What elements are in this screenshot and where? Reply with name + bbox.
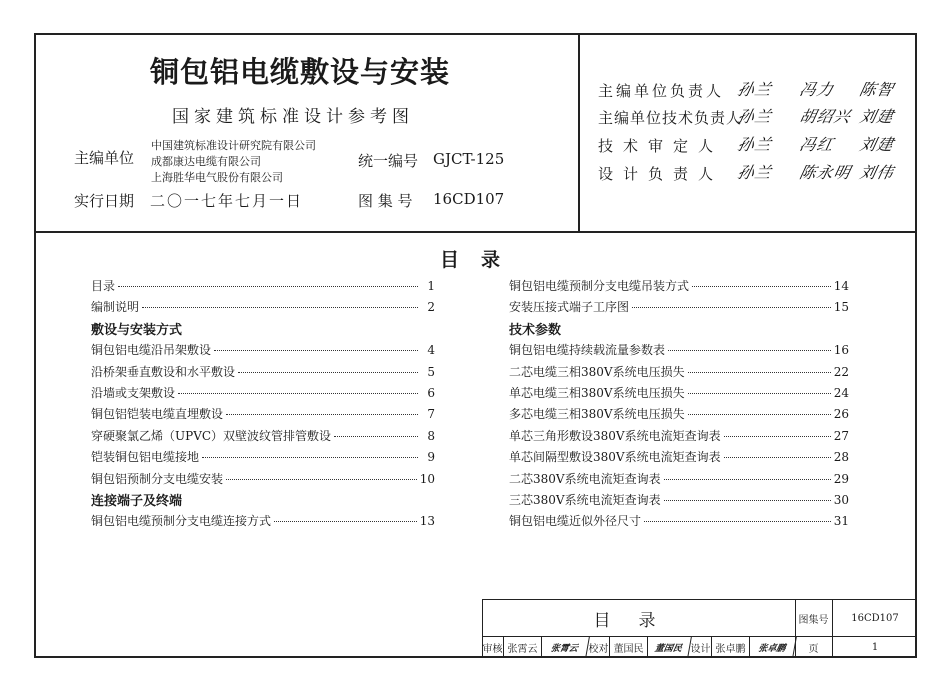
toc-entry[interactable] [91, 277, 435, 295]
toc-entry-page: 7 [427, 407, 435, 421]
toc-leader-dots [214, 350, 418, 351]
toc-entry-title: 沿墙或支架敷设 [91, 386, 176, 400]
toc-entry-page: 28 [833, 450, 849, 464]
atlas-subtitle: 国家建筑标准设计参考图 [172, 107, 414, 127]
toc-entry-title: 铠装铜包铝电缆接地 [91, 450, 200, 464]
toc-entry-page: 16 [833, 343, 849, 357]
toc-entry-title: 铜包铝电缆沿吊架敷设 [91, 343, 212, 357]
toc-entry-page: 6 [427, 386, 435, 400]
atlas-no-value: 16CD107 [433, 190, 505, 208]
toc-entry[interactable] [509, 363, 849, 381]
toc-entry-page: 14 [833, 279, 849, 293]
designer-name: 张卓鹏 [712, 637, 750, 658]
toc-leader-dots [274, 521, 417, 522]
toc-leader-dots [688, 414, 831, 415]
toc-entry[interactable] [509, 491, 849, 509]
checker-name: 董国民 [610, 637, 648, 658]
check-label: 校对 [588, 637, 610, 658]
toc-section-heading: 敷设与安装方式 [91, 323, 183, 338]
unified-no-value: GJCT-125 [433, 150, 505, 168]
toc-entry[interactable] [509, 405, 849, 423]
title-block-atlas-label: 图集号 [798, 614, 829, 626]
toc-entry-title: 铜包铝电缆持续载流量参数表 [509, 343, 666, 357]
signature-role: 技术审定人 [598, 137, 724, 155]
toc-entry[interactable] [91, 363, 435, 381]
toc-leader-dots [644, 521, 831, 522]
toc-entry-page: 8 [427, 429, 435, 443]
review-label: 审核 [482, 637, 504, 658]
atlas-no-label: 图 集 号 [358, 192, 413, 210]
toc-entry-page: 26 [833, 407, 849, 421]
header-vertical-divider [578, 33, 580, 232]
toc-entry-title: 单芯三角形敷设380V系统电流矩查询表 [509, 429, 721, 443]
header-divider [34, 231, 917, 233]
handwritten-signature: 胡绍兴 [797, 107, 853, 126]
date-value: 二〇一七年七月一日 [150, 192, 304, 210]
toc-entry-page: 2 [427, 300, 435, 314]
toc-entry-page: 24 [833, 386, 849, 400]
toc-leader-dots [724, 436, 831, 437]
toc-entry-title: 铜包铝铠装电缆直埋敷设 [91, 407, 224, 421]
toc-leader-dots [632, 307, 831, 308]
handwritten-signature: 刘建 [857, 107, 896, 126]
toc-entry-page: 31 [833, 514, 849, 528]
toc-entry-title: 二芯380V系统电流矩查询表 [509, 472, 661, 486]
toc-entry[interactable] [91, 384, 435, 402]
toc-leader-dots [118, 286, 418, 287]
toc-heading: 目录 [440, 249, 523, 271]
handwritten-signature: 陈永明 [797, 163, 853, 182]
handwritten-signature: 孙兰 [735, 107, 774, 126]
title-block-name: 目录 [593, 610, 684, 631]
toc-entry[interactable] [509, 470, 849, 488]
toc-entry[interactable] [509, 341, 849, 359]
toc-entry[interactable] [509, 512, 849, 530]
toc-entry-title: 二芯电缆三相380V系统电压损失 [509, 365, 685, 379]
toc-entry-title: 铜包铝电缆近似外径尺寸 [509, 514, 642, 528]
toc-leader-dots [238, 372, 418, 373]
handwritten-signature: 陈智 [857, 80, 896, 99]
toc-entry-title: 单芯电缆三相380V系统电压损失 [509, 386, 685, 400]
toc-entry-title: 单芯间隔型敷设380V系统电流矩查询表 [509, 450, 721, 464]
toc-entry-page: 29 [833, 472, 849, 486]
toc-entry-page: 27 [833, 429, 849, 443]
handwritten-signature: 孙兰 [735, 163, 774, 182]
toc-leader-dots [226, 479, 417, 480]
toc-leader-dots [226, 414, 418, 415]
toc-entry[interactable] [509, 427, 849, 445]
toc-leader-dots [142, 307, 418, 308]
handwritten-signature: 孙兰 [735, 135, 774, 154]
editor-label: 主编单位 [74, 149, 135, 167]
toc-entry-page: 22 [833, 365, 849, 379]
toc-entry-title: 铜包铝电缆预制分支电缆吊装方式 [509, 279, 690, 293]
editor-unit-3: 上海胜华电气股份有限公司 [151, 171, 283, 184]
toc-entry-title: 三芯380V系统电流矩查询表 [509, 493, 661, 507]
toc-entry-page: 30 [833, 493, 849, 507]
designer-signature: 张卓鹏 [748, 637, 797, 658]
title-block-page-value: 1 [871, 642, 879, 653]
toc-leader-dots [688, 372, 831, 373]
toc-entry-page: 9 [427, 450, 435, 464]
toc-entry[interactable] [91, 512, 435, 530]
toc-entry[interactable] [509, 384, 849, 402]
title-block-atlas-value: 16CD107 [851, 612, 899, 624]
toc-leader-dots [724, 457, 831, 458]
toc-entry-title: 铜包铝预制分支电缆安装 [91, 472, 224, 486]
unified-no-label: 统一编号 [358, 152, 419, 170]
toc-leader-dots [664, 479, 831, 480]
toc-entry-page: 1 [427, 279, 435, 293]
signature-role: 设计负责人 [598, 165, 724, 183]
handwritten-signature: 冯红 [797, 135, 836, 154]
toc-leader-dots [202, 457, 418, 458]
toc-entry[interactable] [91, 405, 435, 423]
toc-entry-page: 15 [833, 300, 849, 314]
toc-entry-title: 穿硬聚氯乙烯（UPVC）双壁波纹管排管敷设 [91, 429, 332, 443]
reviewer-name: 张霄云 [504, 637, 542, 658]
editor-unit-2: 成都康达电缆有限公司 [151, 155, 261, 168]
toc-section-heading: 连接端子及终端 [91, 494, 183, 509]
editor-unit-1: 中国建筑标准设计研究院有限公司 [151, 139, 316, 152]
toc-entry-page: 13 [419, 514, 435, 528]
toc-entry[interactable] [91, 448, 435, 466]
handwritten-signature: 刘建 [857, 135, 896, 154]
toc-entry-page: 4 [427, 343, 435, 357]
toc-leader-dots [688, 393, 831, 394]
toc-section-heading: 技术参数 [509, 323, 562, 338]
toc-entry-title: 编制说明 [91, 300, 140, 314]
toc-entry-page: 5 [427, 365, 435, 379]
toc-entry[interactable] [509, 277, 849, 295]
date-label: 实行日期 [74, 192, 135, 210]
toc-entry[interactable] [91, 341, 435, 359]
toc-entry[interactable] [91, 470, 435, 488]
signature-role: 主编单位技术负责人 [598, 109, 743, 127]
toc-entry-title: 多芯电缆三相380V系统电压损失 [509, 407, 685, 421]
design-label: 设计 [690, 637, 712, 658]
toc-entry[interactable] [509, 448, 849, 466]
handwritten-signature: 冯力 [797, 80, 836, 99]
toc-leader-dots [664, 500, 831, 501]
toc-entry-title: 沿桥架垂直敷设和水平敷设 [91, 365, 236, 379]
checker-signature: 董国民 [646, 637, 692, 658]
toc-leader-dots [668, 350, 831, 351]
toc-entry[interactable] [509, 298, 849, 316]
toc-entry-title: 安装压接式端子工序图 [509, 300, 630, 314]
toc-leader-dots [692, 286, 831, 287]
handwritten-signature: 孙兰 [735, 80, 774, 99]
toc-leader-dots [178, 393, 418, 394]
toc-leader-dots [334, 436, 418, 437]
toc-entry-title: 目录 [91, 279, 116, 293]
handwritten-signature: 刘伟 [857, 163, 896, 182]
toc-entry[interactable] [91, 298, 435, 316]
title-block-page-label: 页 [808, 644, 819, 655]
toc-entry[interactable] [91, 427, 435, 445]
toc-entry-title: 铜包铝电缆预制分支电缆连接方式 [91, 514, 272, 528]
signature-role: 主编单位负责人 [598, 82, 725, 100]
atlas-title: 铜包铝电缆敷设与安装 [150, 55, 451, 89]
reviewer-signature: 张霄云 [540, 637, 590, 658]
toc-entry-page: 10 [419, 472, 435, 486]
